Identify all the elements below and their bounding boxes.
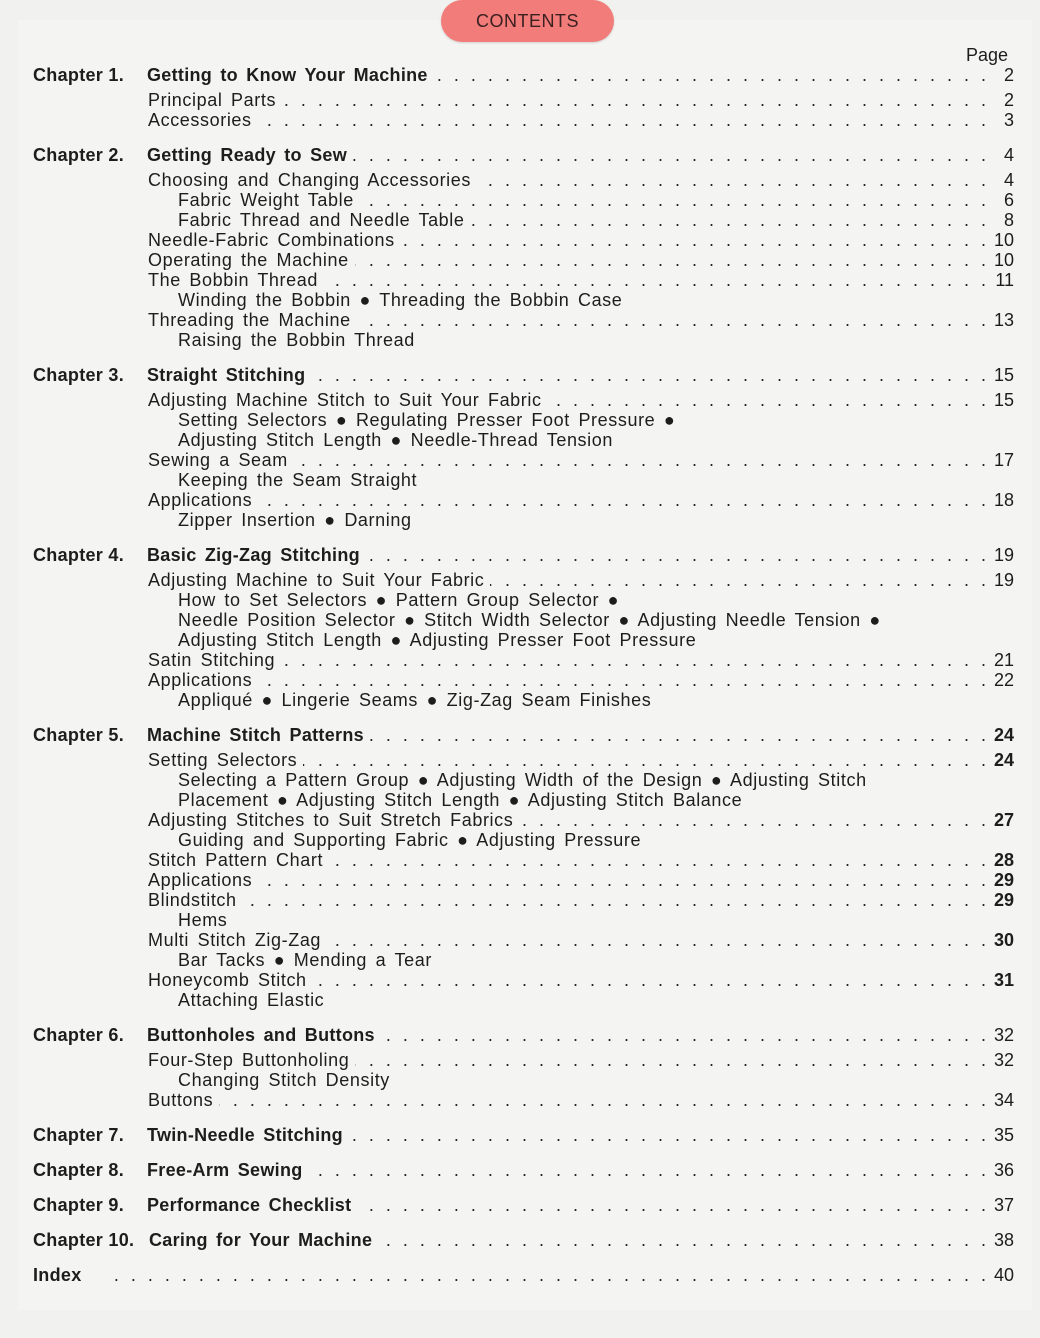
dot-leader xyxy=(357,310,986,331)
toc-item-row xyxy=(0,970,1040,991)
page-column-label: Page xyxy=(966,45,1009,65)
toc-item-row xyxy=(0,850,1040,871)
page-number: 24 xyxy=(993,725,1014,745)
page-number: 19 xyxy=(993,570,1014,590)
entry-title: Blindstitch xyxy=(148,890,237,910)
page-number: 32 xyxy=(993,1050,1014,1070)
toc-subtopic-row xyxy=(0,610,1040,631)
entry-title: Buttons xyxy=(148,1090,214,1110)
entry-title: Adjusting Machine to Suit Your Fabric xyxy=(148,570,485,590)
toc-subtopic-row xyxy=(0,430,1040,451)
entry-title: Needle Position Selector ● Stitch Width Selector ● Adjusting Needle Tension ● xyxy=(178,610,881,630)
page-number: 32 xyxy=(993,1025,1014,1045)
toc-item-row xyxy=(0,570,1040,591)
dot-leader xyxy=(355,250,986,271)
dot-leader xyxy=(311,365,986,386)
page-number: 18 xyxy=(993,490,1014,510)
dot-leader xyxy=(324,270,986,291)
page-number: 27 xyxy=(993,810,1014,830)
toc-subtopic-row xyxy=(0,410,1040,431)
toc-item-row xyxy=(0,1090,1040,1111)
entry-title: Attaching Elastic xyxy=(178,990,325,1010)
entry-title: Appliqué ● Lingerie Seams ● Zig-Zag Seam Finishes xyxy=(178,690,652,710)
dot-leader xyxy=(471,210,986,231)
toc-subtopic-row xyxy=(0,950,1040,971)
entry-title: Accessories xyxy=(148,110,252,130)
toc-chapter-row xyxy=(0,1195,1040,1216)
toc-chapter-row xyxy=(0,65,1040,86)
toc-item-row xyxy=(0,750,1040,771)
dot-leader xyxy=(477,170,986,191)
dot-leader xyxy=(219,1090,986,1111)
page-number: 40 xyxy=(993,1265,1014,1285)
page-number: 15 xyxy=(993,390,1014,410)
entry-title: Stitch Pattern Chart xyxy=(148,850,324,870)
page-number: 17 xyxy=(993,450,1014,470)
dot-leader xyxy=(258,870,986,891)
dot-leader xyxy=(309,1160,986,1181)
toc-item-row xyxy=(0,90,1040,111)
chapter-number: Chapter 1. xyxy=(33,65,125,85)
dot-leader xyxy=(401,230,986,251)
entry-title: Bar Tacks ● Mending a Tear xyxy=(178,950,432,970)
toc-subtopic-row xyxy=(0,510,1040,531)
toc-subtopic-row xyxy=(0,690,1040,711)
entry-title: Winding the Bobbin ● Threading the Bobbin Case xyxy=(178,290,623,310)
chapter-title: Getting Ready to Sew xyxy=(147,145,348,165)
toc-subtopic-row xyxy=(0,590,1040,611)
page-number: 10 xyxy=(993,250,1014,270)
toc-chapter-row xyxy=(0,545,1040,566)
page-number: 19 xyxy=(993,545,1014,565)
page-number: 24 xyxy=(993,750,1014,770)
dot-leader xyxy=(355,1050,986,1071)
toc-item-row xyxy=(0,270,1040,291)
page-number: 37 xyxy=(993,1195,1014,1215)
chapter-number: Chapter 4. xyxy=(33,545,125,565)
entry-title: Adjusting Stitches to Suit Stretch Fabrics xyxy=(148,810,514,830)
toc-index-row xyxy=(0,1265,1040,1286)
toc-subtopic-row xyxy=(0,990,1040,1011)
chapter-title: Performance Checklist xyxy=(147,1195,352,1215)
chapter-number: Chapter 8. xyxy=(33,1160,125,1180)
toc-item-row xyxy=(0,1050,1040,1071)
page-number: 8 xyxy=(1003,210,1014,230)
dot-leader xyxy=(490,570,986,591)
page-number: 29 xyxy=(993,870,1014,890)
dot-leader xyxy=(360,190,986,211)
entry-title: How to Set Selectors ● Pattern Group Selector ● xyxy=(178,590,620,610)
toc-item-row xyxy=(0,870,1040,891)
dot-leader xyxy=(357,1195,986,1216)
toc-subtopic-row xyxy=(0,790,1040,811)
page-number: 4 xyxy=(1003,170,1014,190)
entry-title: Applications xyxy=(148,490,253,510)
dot-leader xyxy=(381,1025,986,1046)
chapter-title: Straight Stitching xyxy=(147,365,306,385)
entry-title: Adjusting Stitch Length ● Adjusting Presser Foot Pressure xyxy=(178,630,697,650)
toc-chapter-row xyxy=(0,1125,1040,1146)
toc-item-row xyxy=(0,650,1040,671)
dot-leader xyxy=(282,90,986,111)
toc-item-row xyxy=(0,670,1040,691)
entry-title: Threading the Machine xyxy=(148,310,351,330)
entry-title: Operating the Machine xyxy=(148,250,349,270)
entry-title: Fabric Weight Table xyxy=(178,190,354,210)
dot-leader xyxy=(243,890,986,911)
chapter-number: Chapter 3. xyxy=(33,365,125,385)
chapter-number: Chapter 7. xyxy=(33,1125,125,1145)
toc-item-row xyxy=(0,450,1040,471)
entry-title: Keeping the Seam Straight xyxy=(178,470,418,490)
dot-leader xyxy=(258,670,986,691)
dot-leader xyxy=(353,145,986,166)
page-number: 2 xyxy=(1003,90,1014,110)
page-number: 4 xyxy=(1003,145,1014,165)
index-label: Index xyxy=(33,1265,82,1285)
entry-title: The Bobbin Thread xyxy=(148,270,318,290)
chapter-title: Getting to Know Your Machine xyxy=(147,65,428,85)
entry-title: Guiding and Supporting Fabric ● Adjusting Pressure xyxy=(178,830,642,850)
toc-item-row xyxy=(0,110,1040,131)
dot-leader xyxy=(329,850,986,871)
entry-title: Applications xyxy=(148,670,253,690)
dot-leader xyxy=(258,110,986,131)
page-number: 13 xyxy=(993,310,1014,330)
entry-title: Fabric Thread and Needle Table xyxy=(178,210,465,230)
dot-leader xyxy=(366,545,986,566)
toc-item-row xyxy=(0,230,1040,251)
chapter-title: Buttonholes and Buttons xyxy=(147,1025,375,1045)
toc-item-row xyxy=(0,890,1040,911)
entry-title: Raising the Bobbin Thread xyxy=(178,330,415,350)
page-number: 2 xyxy=(1003,65,1014,85)
dot-leader xyxy=(313,970,986,991)
entry-title: Honeycomb Stitch xyxy=(148,970,307,990)
page-number: 35 xyxy=(993,1125,1014,1145)
page-number: 3 xyxy=(1003,110,1014,130)
toc-chapter-row xyxy=(0,145,1040,166)
chapter-title: Caring for Your Machine xyxy=(149,1230,373,1250)
chapter-title: Twin-Needle Stitching xyxy=(147,1125,343,1145)
page-number: 29 xyxy=(993,890,1014,910)
entry-title: Principal Parts xyxy=(148,90,277,110)
toc-subtopic-row xyxy=(0,330,1040,351)
entry-title: Choosing and Changing Accessories xyxy=(148,170,471,190)
page-number: 11 xyxy=(995,270,1014,290)
toc-chapter-row xyxy=(0,1230,1040,1251)
contents-title-banner: CONTENTS xyxy=(441,0,614,42)
toc-subtopic-row xyxy=(0,1070,1040,1091)
dot-leader xyxy=(303,750,986,771)
page-number: 6 xyxy=(1003,190,1014,210)
chapter-number: Chapter 10. xyxy=(33,1230,135,1250)
page-number: 36 xyxy=(993,1160,1014,1180)
toc-subtopic-row xyxy=(0,190,1040,211)
toc-chapter-row xyxy=(0,365,1040,386)
dot-leader xyxy=(327,930,986,951)
page-number: 28 xyxy=(993,850,1014,870)
toc-subtopic-row xyxy=(0,770,1040,791)
entry-title: Sewing a Seam xyxy=(148,450,288,470)
entry-title: Setting Selectors xyxy=(148,750,298,770)
chapter-title: Basic Zig-Zag Stitching xyxy=(147,545,360,565)
toc-item-row xyxy=(0,810,1040,831)
dot-leader xyxy=(378,1230,986,1251)
toc-chapter-row xyxy=(0,1025,1040,1046)
chapter-title: Free-Arm Sewing xyxy=(147,1160,303,1180)
page-number: 34 xyxy=(993,1090,1014,1110)
page-number: 21 xyxy=(993,650,1014,670)
entry-title: Four-Step Buttonholing xyxy=(148,1050,350,1070)
toc-subtopic-row xyxy=(0,470,1040,491)
toc-subtopic-row xyxy=(0,290,1040,311)
entry-title: Adjusting Stitch Length ● Needle-Thread Tension xyxy=(178,430,613,450)
dot-leader xyxy=(102,1265,986,1286)
toc-chapter-row xyxy=(0,725,1040,746)
entry-title: Zipper Insertion ● Darning xyxy=(178,510,412,530)
toc-item-row xyxy=(0,310,1040,331)
toc-item-row xyxy=(0,170,1040,191)
dot-leader xyxy=(519,810,986,831)
entry-title: Applications xyxy=(148,870,253,890)
chapter-number: Chapter 9. xyxy=(33,1195,125,1215)
dot-leader xyxy=(349,1125,986,1146)
page-number: 15 xyxy=(993,365,1014,385)
page-number: 38 xyxy=(993,1230,1014,1250)
chapter-title: Machine Stitch Patterns xyxy=(147,725,364,745)
chapter-number: Chapter 6. xyxy=(33,1025,125,1045)
toc-item-row xyxy=(0,250,1040,271)
entry-title: Selecting a Pattern Group ● Adjusting Width of the Design ● Adjusting Stitch xyxy=(178,770,867,790)
entry-title: Multi Stitch Zig-Zag xyxy=(148,930,322,950)
page-number: 22 xyxy=(993,670,1014,690)
entry-title: Setting Selectors ● Regulating Presser Foot Pressure ● xyxy=(178,410,676,430)
entry-title: Changing Stitch Density xyxy=(178,1070,390,1090)
toc-item-row xyxy=(0,930,1040,951)
toc-item-row xyxy=(0,390,1040,411)
entry-title: Needle-Fabric Combinations xyxy=(148,230,395,250)
entry-title: Adjusting Machine Stitch to Suit Your Fabric xyxy=(148,390,542,410)
entry-title: Placement ● Adjusting Stitch Length ● Adjusting Stitch Balance xyxy=(178,790,743,810)
toc-subtopic-row xyxy=(0,910,1040,931)
chapter-number: Chapter 5. xyxy=(33,725,125,745)
chapter-number: Chapter 2. xyxy=(33,145,125,165)
dot-leader xyxy=(294,450,986,471)
toc-item-row xyxy=(0,490,1040,511)
entry-title: Hems xyxy=(178,910,228,930)
page-number: 10 xyxy=(993,230,1014,250)
dot-leader xyxy=(258,490,986,511)
toc-chapter-row xyxy=(0,1160,1040,1181)
toc-subtopic-row xyxy=(0,210,1040,231)
toc-subtopic-row xyxy=(0,830,1040,851)
dot-leader xyxy=(370,725,986,746)
toc-subtopic-row xyxy=(0,630,1040,651)
dot-leader xyxy=(548,390,986,411)
dot-leader xyxy=(434,65,986,86)
dot-leader xyxy=(281,650,986,671)
page-number: 30 xyxy=(993,930,1014,950)
entry-title: Satin Stitching xyxy=(148,650,276,670)
page-number: 31 xyxy=(993,970,1014,990)
